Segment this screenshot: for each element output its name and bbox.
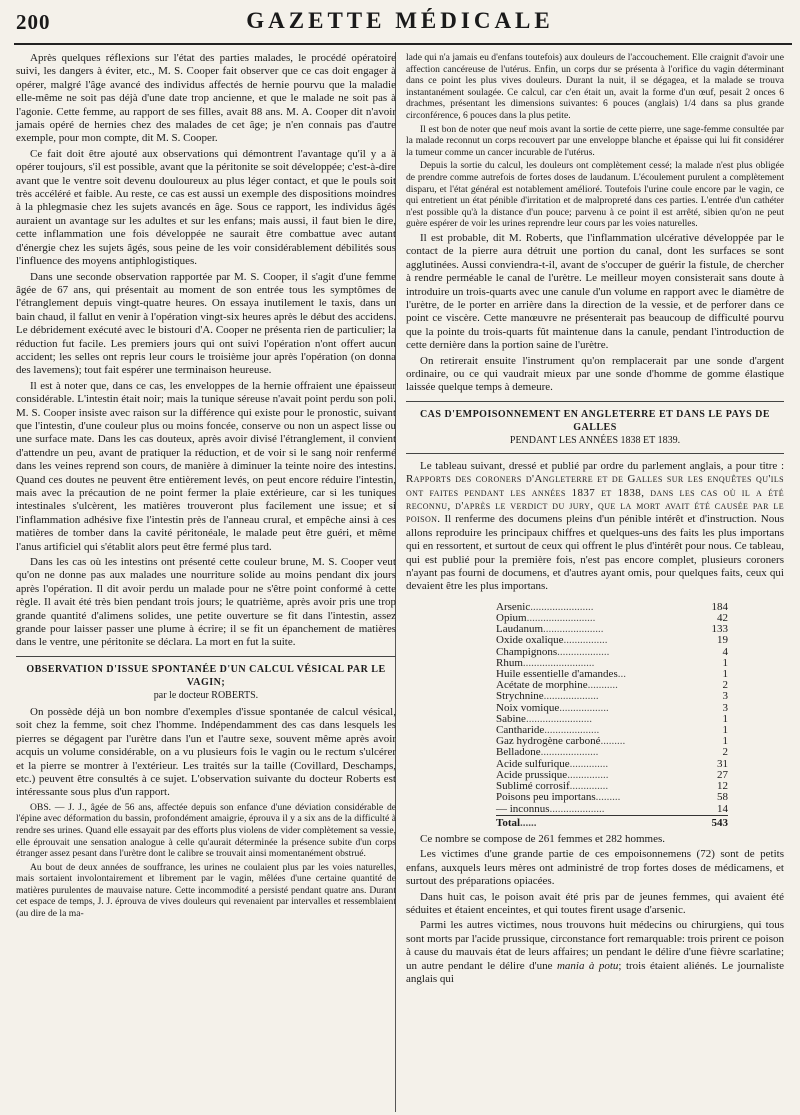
leader-dots: ......... [600,735,626,748]
leader-dots: .................. [559,701,609,714]
report-title: Rapports des coroners d'Angleterre et de Galles sur les enquêtes qu'ils ont faites pendant les années 1837 et 1838, dans les cas où il a été reconnu, d'après le verdict du jury, que la mort avait été causée par le poison. [406,473,784,526]
paragraph: Il est probable, dit M. Roberts, que l'inflammation ulcérative développée par le contact de la pierre aura détruit une portion du canal, dont les surfaces se sont agglutinées. Aussi conviendra-t-il, avant de s'occuper de guérir la fistule, de chercher à rendre perméable le canal de l'urètre. Le meilleur moyen consisterait sans doute à introduire un trois-quarts avec une canule d'un volume en rapport avec le diamètre de l'urètre, de le porter en arrière dans la direction de la vessie, et de perforer dans ce point ce viscère. Cette manœuvre ne présenterait pas beaucoup de difficulté pourvu que la pointe du trois-quarts fût maintenue dans la canule, pendant l'introduction de cette dernière dans la portion saine de l'urètre. [406,231,784,352]
italic-term: mania à potu [556,959,619,972]
leader-dots: .................... [549,802,605,815]
paragraph: On retirerait ensuite l'instrument qu'on remplacerait par une sonde d'argent ordinaire, ou ce qui vaudrait mieux par une sonde d'homme de gomme élastique laissée quelque temps à demeure. [406,354,784,394]
poison-name: Cantharide [496,724,545,737]
text-run: Il renferme des documens pleins d'un pénible intérêt et d'instruction. Nous allons reproduire les principaux chiffres et quelques-uns des faits les plus importans qui en ressortent, et surtout de ceux qui offrent le plus d'intérêt pour nous. Ce tableau, qui est publié pour la première fois, n'est pas encore complet, plusieurs coroners n'ayant pas fourni de documens, et d'autres ayant omis, pour quelques faits, ceux qui devaient être les plus importans. [406,513,784,593]
leader-dots: .............. [569,780,609,793]
journal-title: GAZETTE MÉDICALE [246,8,554,33]
poison-name: Opium [496,612,527,625]
poison-name: Gaz hydrogène carboné [496,735,601,748]
paragraph [406,919,784,986]
poison-count: 1 [722,724,728,737]
paragraph: Depuis la sortie du calcul, les douleurs ont complètement cessé; la malade n'est plus obligée de prendre comme autrefois de fortes doses de laudanum. L'écoulement purulent a complètement disparu, et l'état général est notablement amélioré. Toutefois l'urine coule encore par le vagin, ce qui entretient un état pénible d'irritation et de malpropreté dans ces parties. L'entrée d'un cathéter n'est possible qu'à la distance d'un pouce; parvenu à ce point il est arrêté, sibien qu'on ne peut guère espérer de voir les urines reprendre leur cours par les voies naturelles. [406,160,784,230]
leader-dots: ....................... [530,600,594,613]
poison-name: Belladone [496,746,541,759]
leader-dots: ......... [595,791,621,804]
poison-count: 31 [717,757,728,770]
observation-continued [406,52,784,230]
text-run: ; trois étaient aliénés. Le journaliste anglais qui [406,959,784,985]
poison-count: 2 [722,679,728,692]
paragraph: OBS. — J. J., âgée de 56 ans, affectée depuis son enfance d'une déviation considérable de l'épine avec déformation du bassin, profondément amaigrie, éprouva il y a six ans de la difficulté à rendre ses urines. Quand elle essayait par des efforts plus violens de vider complètement sa vessie, elle éprouvait une sensation analogue à celle qu'aurait déterminée la présence subite d'un corps étranger assez pesant dans l'urètre dont le calibre se trouvait ainsi momentanément obstrué. [16,801,396,860]
poison-count: 42 [717,612,728,625]
poison-name: Huile essentielle d'amandes [496,668,618,681]
total-value: 543 [698,815,728,829]
poison-name: Noix vomique [496,701,560,714]
paragraph: Il est bon de noter que neuf mois avant la sortie de cette pierre, une sage-femme consultée par la malade reconnut un corps recouvert par une enveloppe blanche et épaisse qui lui fit considérer la tumeur comme un cancer incurable de l'utérus. [406,123,784,158]
poison-count: 12 [717,780,728,793]
paragraph: Les victimes d'une grande partie de ces empoisonnemens (72) sont de petits enfans, auxquels leurs mères ont administré de trop fortes doses de médicamens, et surtout des préparations opiacées. [406,848,784,888]
poison-count: 1 [722,735,728,748]
header-rule [14,43,792,45]
left-column [16,52,396,922]
poison-name: Oxide oxalique [496,634,564,647]
total-label-cell [496,815,698,829]
section-separator [406,401,784,402]
leader-dots: ... [617,668,626,681]
paragraph [406,460,784,594]
poison-name: Sabine [496,712,526,725]
poison-name: Sublimé corrosif [496,780,570,793]
poison-count: 27 [717,768,728,781]
poison-count: 19 [717,634,728,647]
paragraph: Au bout de deux années de souffrance, les urines ne coulaient plus par les voies naturelles, mais sortaient involontairement et librement par le vagin, mêlées d'une certaine quantité de matières purulentes de mauvaise nature. Cette incommodité a persisté pendant quatre ans. Durant cet espace de temps, J. J. éprouva de vives douleurs qui revenaient par intervalles et ressemblaient (au dire de la ma- [16,861,396,920]
poison-count: 2 [722,746,728,759]
text-run: Parmi les autres victimes, nous trouvons huit médecins ou chirurgiens, qui tous sont morts par l'acide prussique, circonstance fort remarquable: trois prirent ce poison à cause du mauvais état de leurs affaires; un pendant le délire d'une fièvre scarlatine; un autre pendant le délire d'une [406,919,784,972]
observation-author: par le docteur ROBERTS. [153,689,259,701]
poison-name: Acide prussique [496,768,568,781]
observation-heading [16,663,396,702]
poison-count: 3 [722,690,728,703]
poison-name: Laudanum [496,623,544,636]
poisoning-heading [406,408,784,447]
poisoning-title: CAS D'EMPOISONNEMENT EN ANGLETERRE ET DANS LE PAYS DE GALLES [419,408,771,433]
page-header [0,0,800,42]
leader-dots: .................... [543,690,599,703]
total-label: Total [496,816,521,829]
poison-name: Acide sulfurique [496,757,570,770]
page-number: 200 [16,10,51,34]
leader-dots: ...................... [543,623,604,636]
section-separator [406,453,784,454]
text-run: Le tableau suivant, dressé et publié par ordre du parlement anglais, a pour titre : [420,459,784,472]
table-row [496,804,728,816]
poison-count: 1 [722,668,728,681]
poison-statistics-table [496,602,728,829]
leader-dots: ................ [563,634,608,647]
leader-dots: .......................... [522,656,595,669]
poison-name: Poisons peu importans [496,791,596,804]
leader-dots: ..................... [540,746,599,759]
paragraph: Il est à noter que, dans ce cas, les enveloppes de la hernie offraient une épaisseur considérable. L'intestin était noir; mais la tunique séreuse n'avait point perdu son poli. M. S. Cooper insiste avec raison sur la différence qui existe pour le pronostic, suivant que l'intestin, d'une couleur plus ou moins foncée, conserve ou non un aspect lisse ou une surface mate. Dans les cas douteux, après avoir divisé l'étranglement, il convient d'attendre un peu, avant de pratiquer la réduction, et de voir si le sang noir renfermé dans les veines reprend son cours, de manière à diminuer la teinte noire des intestins. Quand ces doutes ne peuvent être entièrement levés, on peut encore réduire l'intestin, mais avec la précaution de ne point fermer la plaie extérieure, car si les tuniques intestinales s'ulcèrent, les matières trouveront plus facilement une issue; et si l'inflammation adhésive fixe l'intestin près de l'anneau crural, et empêche ainsi à ces matières de tomber dans la cavité péritonéale, le malade peut être guéri, et même l'anus artificiel qui s'établit alors peut être fermé plus tard. [16,379,396,553]
poison-label-cell [496,804,698,816]
leader-dots: ...... [520,816,537,829]
observation-title: OBSERVATION D'ISSUE SPONTANÉE D'UN CALCUL VÉSICAL PAR LE VAGIN; [26,663,386,688]
leader-dots: ........................ [525,712,592,725]
paragraph: Dans huit cas, le poison avait été pris par de jeunes femmes, qui avaient été séduites et étaient enceintes, et qui toutes firent usage d'arsenic. [406,890,784,916]
poison-name: Rhum [496,656,523,669]
leader-dots: .............. [569,757,609,770]
leader-dots: .................... [544,724,600,737]
poison-name: Acétate de morphine [496,679,588,692]
poison-name: Champignons [496,645,558,658]
right-column [406,52,784,988]
leader-dots: ......................... [526,612,596,625]
observation-body [16,802,396,920]
leader-dots: ............... [567,768,609,781]
poison-name: Arsenic [496,600,531,613]
paragraph: On possède déjà un bon nombre d'exemples d'issue spontanée de calcul vésical, soit chez la femme, soit chez l'homme. Indépendamment des cas dans lesquels les pierres se dégagent par l'urètre dans l'un et l'autre sexe, souvent même après avoir acquis un volume considérable, on a vu plusieurs fois le vagin ou le rectum s'ulcérer et la pierre se montrer à l'extérieur. Les traités sur la taille (Covillard, Deschamps, etc.) peuvent être consultés à ce sujet. L'observation suivante du docteur Roberts est intéressante sous plus d'un rapport. [16,705,396,799]
paragraph: Dans une seconde observation rapportée par M. S. Cooper, il s'agit d'une femme âgée de 67 ans, qui présentait au moment de son entrée tous les symptômes de l'étranglement depuis vingt-quatre heures. On essaya inutilement le taxis, dans un bain chaud, il fallut en venir à l'opération vingt-six heures après le début des accidens. Le débridement exécuté avec le bistouri d'A. Cooper ne présenta rien de particulier; la réduction fut facile. Les premiers jours qui ont suivi l'opération n'ont offert aucun accident; les selles ont repris leur cours le troisième jour après l'opération (on donna des lavemens); tout fait espérer une terminaison heureuse. [16,270,396,377]
paragraph: Dans les cas où les intestins ont présenté cette couleur brune, M. S. Cooper veut qu'on ne donne pas aux malades une nourriture solide au moins pendant dix jours après l'opération. Il dit avoir perdu un malade pour ne s'être point conformé à cette règle. Il avait été très bien pendant trois jours; le quatrième, après avoir pris une trop grande quantité d'alimens solides, une petite ouverture se fit dans l'intestin, assez grande pour laisser passer une plume à écrire; il se fit un épanchement de matières dans le ventre, une péritonite se déclara. La mort en fut la suite. [16,556,396,649]
leader-dots: ........... [587,679,618,692]
poison-name: — inconnus [496,802,550,815]
paragraph: Après quelques réflexions sur l'état des parties malades, le procédé opératoire suivi, les dangers à éviter, etc., M. S. Cooper fait observer que ce cas doit engager à opérer, malgré l'âge avancé des individus affectés de hernie pourvu que la maladie elle-même ne soit pas déjà d'une date trop ancienne, et que le malade ne soit pas à l'agonie. Cette femme, au rapport de ses filles, avait 88 ans. M. A. Cooper dit n'avoir jamais opéré de hernies chez des malades de cet âge; je n'en connais pas d'autre exemple, pour mon compte, dit M. S. Cooper. [16,52,396,145]
poison-name: Strychnine [496,690,544,703]
poison-count: 133 [711,623,728,636]
poison-count: 14 [717,802,728,815]
poison-count: 3 [722,701,728,714]
poison-count: 1 [722,656,728,669]
poisoning-subtitle: PENDANT LES ANNÉES 1838 ET 1839. [509,434,681,446]
total-row [496,815,728,829]
poison-count: 1 [722,712,728,725]
section-separator [16,656,396,657]
leader-dots: ................... [557,645,610,658]
paragraph: lade qui n'a jamais eu d'enfans toutefois) aux douleurs de l'accouchement. Elle craignit d'avoir une affection cancéreuse de l'utérus. Enfin, un corps dur se présenta à l'orifice du vagin déterminant dans ce point les plus vives douleurs. Durant la nuit, il se dégagea, et la malade se trouva instantanément soulagée. Ce calcul, car c'en était un, avait la forme d'un œuf, pesait 2 onces 6 drachmes, présentant les dimensions suivantes: 6 pouces (anglais) 1/4 dans sa plus grande circonférence, 6 pouces dans la plus petite. [406,52,784,121]
poison-count: 58 [717,791,728,804]
poison-count: 184 [711,600,728,613]
paragraph: Ce fait doit être ajouté aux observations qui démontrent l'avantage qu'il y a à opérer toujours, s'il est possible, avant que la péritonite se soit développée; c'est-à-dire avant que le ventre soit devenu douloureux au plus léger contact, et que le pouls soit très accéléré et faible. Au reste, ce cas est aussi un exemple des dispositions moindres à la phlegmasie chez les sujets avancés en âge. Sous ce rapport, les individus âgés auraient un avantage sur les adultes et sur les enfans; mais aussi, il faut bien le dire, cette inflammation une fois développée ne saurait être combattue avec autant d'énergie chez les sujets âgés, sous peine de les voir considérablement débilités sous l'influence des moyens antiphlogistiques. [16,147,396,268]
paragraph: Ce nombre se compose de 261 femmes et 282 hommes. [420,832,666,845]
poison-count: 4 [722,645,728,658]
